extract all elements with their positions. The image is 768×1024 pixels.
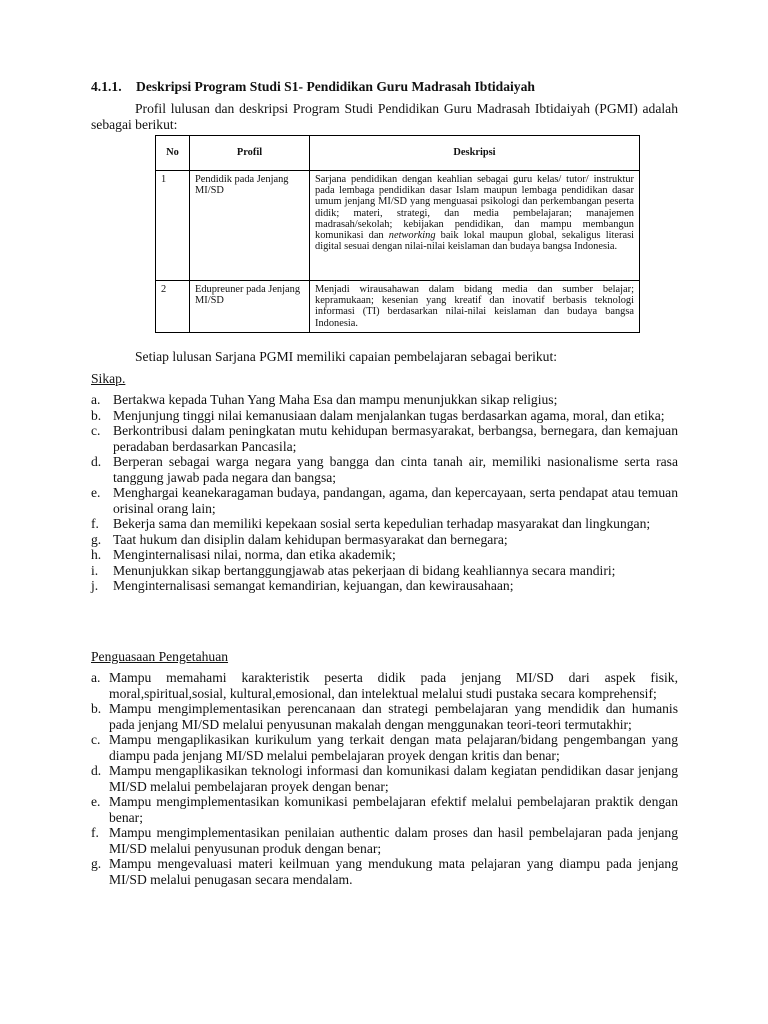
list-text: Mampu mengimplementasikan komunikasi pembelajaran efektif melalui pembelajaran praktik dengan benar; — [109, 794, 678, 825]
description-text: baik lokal maupun global, sekaligus literasi digital sesuai dengan nilai-nilai keislaman dan budaya bangsa Indonesia. — [315, 230, 634, 253]
pengetahuan-list — [91, 670, 678, 887]
list-marker: h. — [91, 547, 102, 562]
list-marker: e. — [91, 485, 101, 500]
row-profil: Pendidik pada Jenjang MI/SD — [190, 171, 310, 281]
list-item — [91, 485, 678, 516]
list-item — [91, 532, 678, 548]
list-text: Mampu mengimplementasikan perencanaan dan strategi pembelajaran yang mendidik dan humanis pada jenjang MI/SD melalui penyusunan makalah dengan menggunakan teori-teori termutakhir; — [109, 701, 678, 732]
list-text: Berkontribusi dalam peningkatan mutu kehidupan bermasyarakat, berbangsa, bernegara, dan kemajuan peradaban berdasarkan Pancasila; — [113, 423, 678, 454]
row-description: Menjadi wirausahawan dalam bidang media dan sumber belajar; kepramukaan; kesenian yang kreatif dan inovatif berbasis teknologi informasi (TI) berdasarkan nilai-nilai keislaman dan budaya bangsa Indonesia. — [310, 281, 640, 333]
list-item — [91, 670, 678, 701]
list-text: Bekerja sama dan memiliki kepekaan sosial serta kepedulian terhadap masyarakat dan lingkungan; — [113, 516, 651, 531]
list-marker: f. — [91, 516, 99, 531]
section-number: 4.1.1. — [91, 79, 122, 94]
description-text: Sarjana pendidikan dengan keahlian sebagai guru kelas/ tutor/ instruktur pada lembaga pendidikan dasar Islam maupun lembaga pendidikan dasar umum jenjang MI/SD yang menguasai psikologi dan perkembangan peserta didik; materi, strategi, dan media pembelajaran; manajemen madrasah/sekolah; kebijakan pendidikan, dan mampu membangun komunikasi dan — [315, 174, 634, 242]
list-item — [91, 578, 678, 594]
profile-table — [155, 135, 640, 333]
list-marker: a. — [91, 392, 101, 407]
list-item — [91, 392, 678, 408]
list-item — [91, 732, 678, 763]
row-profil: Edupreuner pada Jenjang MI/SD — [190, 281, 310, 333]
list-text: Taat hukum dan disiplin dalam kehidupan bermasyarakat dan bernegara; — [113, 531, 508, 547]
list-marker: c. — [91, 732, 101, 747]
pengetahuan-title: Penguasaan Pengetahuan — [91, 649, 229, 664]
list-text: Mampu mengaplikasikan teknologi informasi dan komunikasi dalam kegiatan pendidikan dasar jenjang MI/SD melalui pembelajaran proyek dengan benar; — [109, 763, 678, 794]
list-marker: j. — [91, 578, 99, 593]
sikap-list — [91, 392, 678, 594]
list-marker: d. — [91, 763, 102, 778]
list-item — [91, 547, 678, 563]
list-text: Menginternalisasi semangat kemandirian, kejuangan, dan kewirausahaan; — [113, 578, 514, 593]
list-text: Berperan sebagai warga negara yang bangga dan cinta tanah air, memiliki nasionalisme serta rasa tanggung jawab pada negara dan bangsa; — [113, 454, 678, 485]
section-title: Deskripsi Program Studi S1- Pendidikan Guru Madrasah Ibtidaiyah — [136, 79, 535, 94]
section-heading — [91, 79, 535, 95]
header-deskripsi: Deskripsi — [310, 136, 640, 171]
table-row — [156, 281, 640, 333]
list-marker: a. — [91, 670, 101, 685]
list-text: Mampu mengevaluasi materi keilmuan yang mendukung mata pelajaran yang diampu pada jenjang MI/SD melalui penugasan secara mendalam. — [109, 856, 678, 887]
list-item — [91, 794, 678, 825]
list-text: Menunjukkan sikap bertanggungjawab atas pekerjaan di bidang keahliannya secara mandiri; — [113, 562, 616, 578]
list-item — [91, 516, 678, 532]
list-text: Menghargai keanekaragaman budaya, pandangan, agama, dan kepercayaan, serta pendapat atau temuan orisinal orang lain; — [113, 485, 678, 516]
learning-outcomes-statement: Setiap lulusan Sarjana PGMI memiliki capaian pembelajaran sebagai berikut: — [135, 349, 558, 364]
list-text: Mampu mengaplikasikan kurikulum yang terkait dengan mata pelajaran/bidang pengembangan yang diampu pada jenjang MI/SD melalui pembelajaran proyek dengan kritis dan benar; — [109, 732, 678, 763]
list-item — [91, 423, 678, 454]
row-number: 1 — [156, 171, 190, 281]
list-text: Menginternalisasi nilai, norma, dan etika akademik; — [113, 547, 396, 562]
list-item — [91, 454, 678, 485]
header-profil: Profil — [190, 136, 310, 171]
sikap-title: Sikap. — [91, 371, 126, 386]
list-marker: g. — [91, 856, 102, 871]
list-item — [91, 763, 678, 794]
list-marker: f. — [91, 825, 99, 840]
row-description — [310, 171, 640, 281]
list-text: Bertakwa kepada Tuhan Yang Maha Esa dan mampu menunjukkan sikap religius; — [113, 392, 558, 407]
list-text: Menjunjung tinggi nilai kemanusiaan dalam menjalankan tugas berdasarkan agama, moral, dan etika; — [113, 407, 665, 423]
list-item — [91, 701, 678, 732]
list-marker: i. — [91, 562, 99, 578]
list-marker: c. — [91, 423, 101, 438]
list-marker: g. — [91, 531, 102, 547]
table-row — [156, 171, 640, 281]
list-marker: e. — [91, 794, 101, 809]
list-item — [91, 825, 678, 856]
intro-paragraph: Profil lulusan dan deskripsi Program Studi Pendidikan Guru Madrasah Ibtidaiyah (PGMI) adalah sebagai berikut: — [91, 101, 678, 132]
list-text: Mampu memahami karakteristik peserta didik pada jenjang MI/SD dari aspek fisik, moral,spiritual,sosial, kultural,emosional, dan intelektual melalui studi pustaka secara komprehensif; — [109, 670, 678, 701]
row-number: 2 — [156, 281, 190, 333]
list-marker: b. — [91, 701, 102, 716]
list-text: Mampu mengimplementasikan penilaian authentic dalam proses dan hasil pembelajaran pada jenjang MI/SD melalui penyusunan produk dengan benar; — [109, 825, 678, 856]
description-italic: networking — [388, 230, 436, 242]
list-item — [91, 408, 678, 424]
header-no: No — [156, 136, 190, 171]
list-item — [91, 563, 678, 579]
list-item — [91, 856, 678, 887]
table-header-row — [156, 136, 640, 171]
list-marker: d. — [91, 454, 102, 469]
list-marker: b. — [91, 407, 102, 423]
